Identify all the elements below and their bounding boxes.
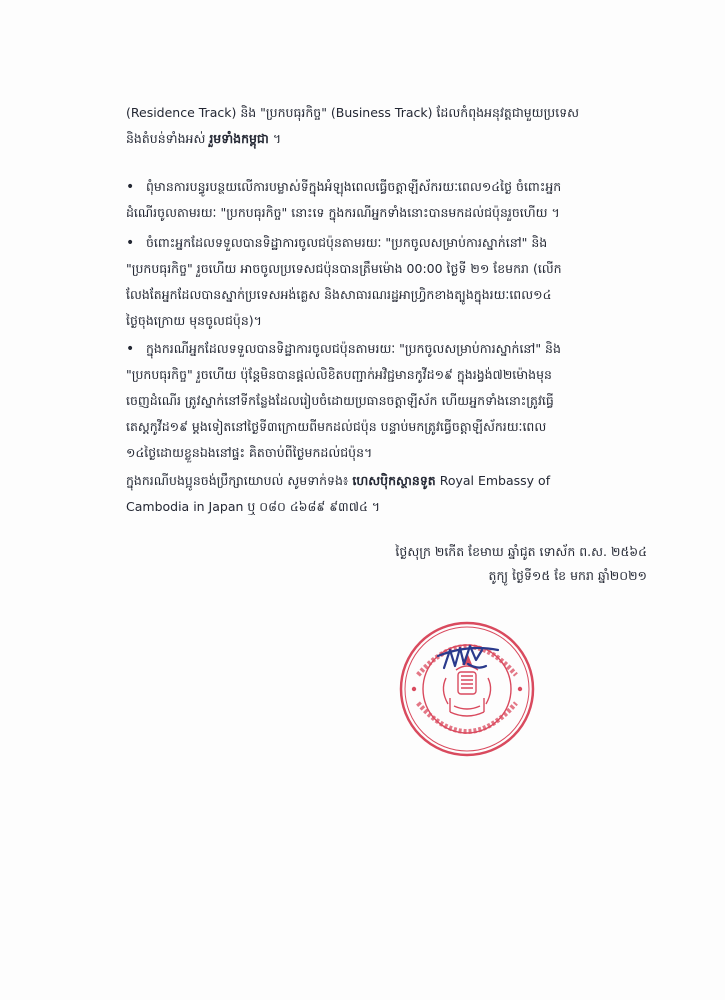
- bullet-item-1: [126, 174, 650, 226]
- intro-line-1: (Residence Track) និង "ប្រកបធុរកិច្ច" (Business Track) ដែលកំពុងអនុវត្តជាមួយប្រទេស: [126, 105, 580, 120]
- bullet-1-line-1: ពុំមានការបន្ធូរបន្ថយលើការបម្លាស់ទីក្នុងអំឡុងពេលធ្វើចត្តាឡីស័ករយៈពេល១៤ថ្ងៃ ចំពោះអ្នក: [146, 179, 562, 194]
- bullet-2-line-2: "ប្រកបធុរកិច្ច" រួចហើយ អាចចូលប្រទេសជប៉ុនបានត្រឹមម៉ោង 00:00 ថ្ងៃទី ២១ ខែមករា (លើក: [126, 261, 562, 276]
- contact-paragraph: [126, 468, 650, 520]
- bullet-3-line-3: ចេញដំណើរ ត្រូវស្នាក់នៅទីកន្លែងដែលរៀបចំដោយប្រធានចត្តាឡីស័ក ហើយអ្នកទាំងនោះត្រូវធ្វើ: [126, 393, 554, 408]
- solar-date: តូក្យូ ថ្ងៃទី១៥ ខែ មករា ឆ្នាំ២០២១: [488, 568, 647, 583]
- bullet-2-line-1: ចំពោះអ្នកដែលទទួលបានទិដ្ឋាការចូលជប៉ុនតាមរយៈ "ប្រកចូលសម្រាប់ការស្នាក់នៅ" និង: [146, 235, 548, 250]
- bullet-2-line-3: លែងតែអ្នកដែលបានស្នាក់ប្រទេសអង់គ្លេស និងសាធារណរដ្ឋអាហ្វ្រិកខាងត្បូងក្នុងរយៈពេល១៤: [126, 287, 552, 302]
- intro-line-2: និងតំបន់ទាំងអស់ រួមទាំងកម្ពុជា ។: [126, 131, 282, 146]
- bullet-2-line-4: ថ្ងៃចុងក្រោយ មុនចូលជប៉ុន)។: [126, 313, 262, 328]
- bullet-3-line-5: ១៤ថ្ងៃដោយខ្លួនឯងនៅផ្ទះ គិតចាប់ពីថ្ងៃមកដល់ជប៉ុន។: [126, 445, 373, 460]
- date-block: [317, 540, 647, 588]
- lunar-date: ថ្ងៃសុក្រ ២កើត ខែមាឃ ឆ្នាំជូត ទោស័ក ព.ស. ២៥៦៤: [395, 544, 647, 559]
- bullet-icon: •: [126, 235, 135, 251]
- seal-outer-ring: [401, 623, 533, 755]
- embassy-seal-stamp: [398, 620, 536, 758]
- bullet-icon: •: [126, 179, 135, 195]
- contact-embassy-name: ហេសប៉ិកស្ថានទូត: [352, 473, 436, 488]
- bullet-1-line-2: ដំណើរចូលតាមរយៈ "ប្រកបធុរកិច្ច" នោះទេ ក្នុងករណីអ្នកទាំងនោះបានមកដល់ជប៉ុនរួចហើយ ។: [126, 205, 560, 220]
- royal-emblem-icon: [443, 654, 490, 716]
- bullet-icon: •: [126, 341, 135, 357]
- bullet-3-line-1: ក្នុងករណីអ្នកដែលទទួលបានទិដ្ឋាការចូលជប៉ុនតាមរយៈ "ប្រកចូលសម្រាប់ការស្នាក់នៅ" និង: [146, 341, 561, 356]
- bullet-item-2: [126, 230, 650, 334]
- contact-line-1: ក្នុងករណីបងប្អូនចង់ប្រឹក្សាយោបល់ សូមទាក់ទង៖ ហេសប៉ិកស្ថានទូត Royal Embassy of: [126, 473, 551, 488]
- bullet-item-3: [126, 336, 650, 466]
- intro-emphasis: រួមទាំងកម្ពុជា: [209, 131, 269, 146]
- bullet-3-line-2: "ប្រកបធុរកិច្ច" រួចហើយ ប៉ុន្តែមិនបានផ្ដល់លិខិតបញ្ជាក់អវិជ្ជមានកូវីដ១៩ ក្នុងរង្វង់៧២ម៉ោងមុន: [126, 367, 552, 382]
- intro-paragraph: [126, 100, 650, 152]
- contact-line-2: Cambodia in Japan ឬ ០៨០ ៤៦៨៩ ៩៣៧៤ ។: [126, 499, 381, 514]
- bullet-3-line-4: តេស្តកូវីដ១៩ ម្ដងទៀតនៅថ្ងៃទី៣ក្រោយពីមកដល់ជប៉ុន បន្ទាប់មកត្រូវធ្វើចត្តាឡីស័ករយៈពេល: [126, 419, 547, 434]
